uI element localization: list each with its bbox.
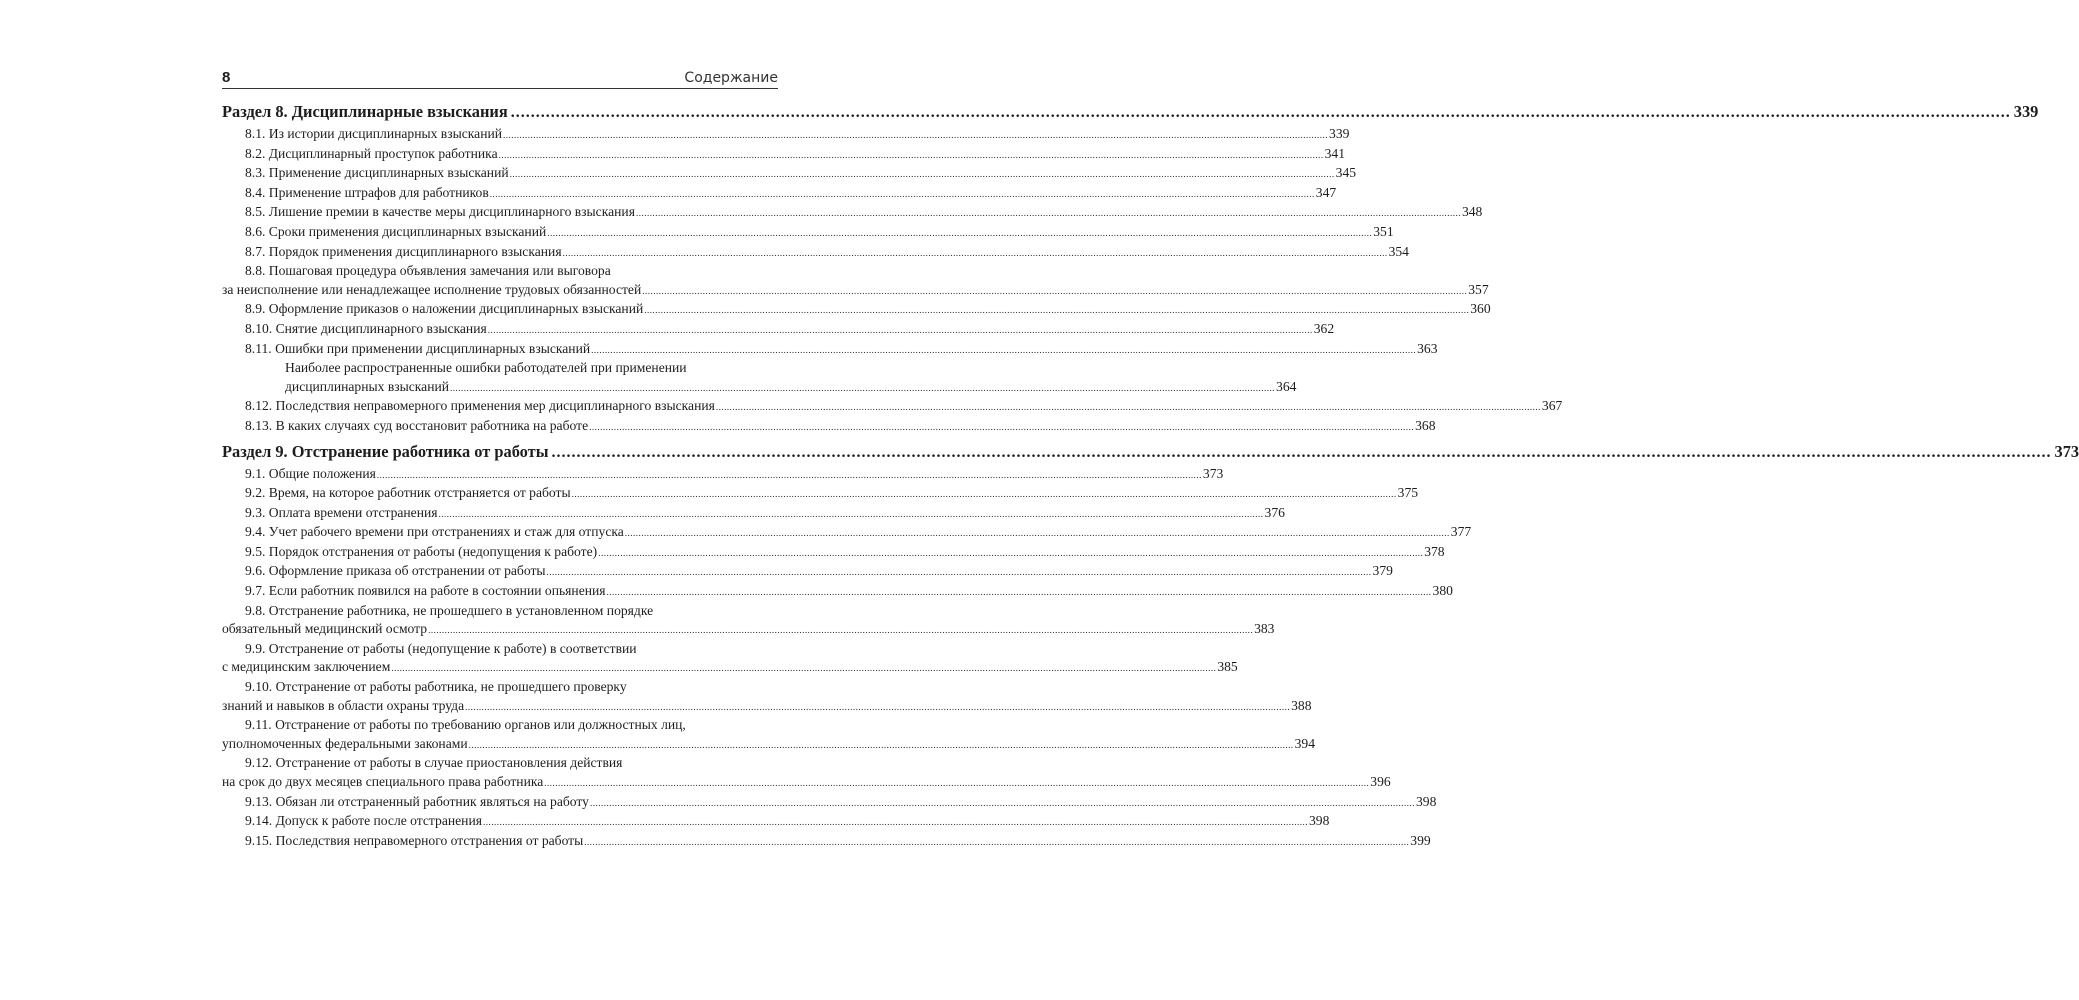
entry-leader-line <box>245 465 1224 485</box>
dot-leader: ............................................................................................................................................................................................................................................................................................................ <box>546 567 1372 578</box>
dot-leader: ............................................................................................................................................................................................................................................................................................................ <box>509 169 1335 180</box>
entry-leader-line <box>245 812 1330 832</box>
section-title: Раздел 9. Отстранение работника от работы <box>222 441 549 461</box>
entry-page: 378 <box>1424 543 1445 559</box>
dot-leader: ............................................................................................................................................................................................................................................................................................................ <box>589 797 1415 808</box>
dot-leader: ............................................................................................................................................................................................................................................................................................................ <box>498 149 1324 160</box>
entry-leader-line <box>245 125 1350 145</box>
dot-leader: ............................................................................................................................................................................................................................................................................................................ <box>584 836 1410 847</box>
dot-leader: ............................................................................................................................................................................................................................................................................................................ <box>562 247 1388 258</box>
toc-entry[interactable] <box>222 359 1297 397</box>
entry-title: 9.14. Допуск к работе после отстранения <box>245 813 482 829</box>
entry-page: 399 <box>1410 832 1431 848</box>
entry-title-line: 9.10. Отстранение от работы работника, не прошедшего проверку <box>245 679 627 695</box>
entry-page: 339 <box>1329 126 1350 141</box>
dot-leader: ............................................................................................................................................................................................................................................................................................................ <box>544 778 1370 788</box>
toc-entry[interactable] <box>222 716 1316 754</box>
entry-page: 348 <box>1461 204 1483 220</box>
entry-page: 351 <box>1373 223 1394 239</box>
dot-leader: ............................................................................................................................................................................................................................................................................................................ <box>376 469 1202 480</box>
toc-entry[interactable] <box>222 582 1453 602</box>
entry-page: 394 <box>1294 735 1316 751</box>
entry-title: 8.7. Порядок применения дисциплинарного взыскания <box>245 243 562 259</box>
toc-entry[interactable] <box>222 243 1409 263</box>
toc-entry[interactable] <box>222 793 1437 813</box>
dot-leader: ............................................................................................................................................................................................................................................................................................................ <box>624 528 1450 539</box>
dot-leader: ............................................................................................................................................................................................................................................................................................................ <box>589 421 1415 432</box>
running-title: Содержание <box>684 70 778 86</box>
entry-page: 385 <box>1217 659 1238 675</box>
entry-title: 8.13. В каких случаях суд восстановит работника на работе <box>245 417 589 433</box>
entry-leader-line <box>245 793 1437 813</box>
dot-leader: ............................................................................................................................................................................................................................................................................................................ <box>606 587 1432 598</box>
entry-page: 341 <box>1324 145 1345 161</box>
toc-entry[interactable] <box>222 262 1489 300</box>
entry-page: 383 <box>1254 621 1275 637</box>
entry-title: 8.3. Применение дисциплинарных взысканий <box>245 165 509 181</box>
entry-page: 377 <box>1450 524 1472 540</box>
toc-entry[interactable] <box>222 340 1438 360</box>
dot-leader: ............................................................................................................................................................................................................................................................................................................ <box>428 625 1254 636</box>
toc-entry[interactable] <box>222 812 1330 832</box>
dot-leader: ............................................................................................................................................................................................................................................................................................................ <box>644 305 1470 316</box>
toc-entry[interactable] <box>222 465 1224 485</box>
entry-leader-line <box>222 620 1275 640</box>
toc-entry[interactable] <box>222 417 1436 437</box>
entry-title-line: 9.11. Отстранение от работы по требованию органов или должностных лиц, <box>245 717 686 733</box>
entry-title: 9.4. Учет рабочего времени при отстранениях и стаж для отпуска <box>245 524 624 540</box>
entry-page: 354 <box>1388 243 1409 259</box>
dot-leader: ............................................................................................................................................................................................................................................................................................................ <box>487 324 1313 335</box>
entry-title: на срок до двух месяцев специального права работника <box>222 774 544 789</box>
section-heading[interactable] <box>222 101 2039 123</box>
entry-title: 8.4. Применение штрафов для работников <box>245 184 489 200</box>
entry-title: 9.1. Общие положения <box>245 465 376 481</box>
entry-title: 8.1. Из истории дисциплинарных взысканий <box>245 126 503 141</box>
entry-title: знаний и навыков в области охраны труда <box>222 697 465 713</box>
entry-leader-line <box>245 184 1337 204</box>
toc-entry[interactable] <box>222 145 1345 165</box>
entry-title-line: Наиболее распространенные ошибки работодателей при применении <box>285 360 687 376</box>
dot-leader: ............................................................................................................................................................................................................................................................................................................ <box>450 382 1276 393</box>
dot-leader: ............................................................................................................................................................................................................................................................................................................ <box>715 402 1541 413</box>
toc-entry[interactable] <box>222 562 1393 582</box>
entry-page: 360 <box>1470 301 1491 317</box>
toc-entry[interactable] <box>222 125 1350 145</box>
dot-leader: ............................................................................................................................................................................................................................................................................................................ <box>482 817 1308 828</box>
toc-entry[interactable] <box>222 300 1491 320</box>
entry-page: 373 <box>1202 465 1224 481</box>
table-of-contents <box>222 101 2079 851</box>
entry-title: с медицинским заключением <box>222 659 391 675</box>
entry-title: 9.7. Если работник появился на работе в состоянии опьянения <box>245 583 606 599</box>
dot-leader: ............................................................................................................................................................................................................................................................................................................ <box>438 508 1264 519</box>
entry-page: 379 <box>1372 563 1393 579</box>
entry-title: 8.12. Последствия неправомерного применения мер дисциплинарного взыскания <box>245 398 715 414</box>
toc-entry[interactable] <box>222 203 1483 223</box>
entry-leader-line <box>245 484 1419 504</box>
entry-page: 357 <box>1468 281 1489 297</box>
entry-page: 362 <box>1313 320 1335 336</box>
entry-leader-line <box>245 164 1357 184</box>
entry-page: 375 <box>1397 485 1419 501</box>
toc-entry[interactable] <box>222 164 1357 184</box>
entry-title: 9.13. Обязан ли отстраненный работник являться на работу <box>245 793 589 809</box>
toc-entry[interactable] <box>222 678 1312 716</box>
entry-title: 8.6. Сроки применения дисциплинарных взысканий <box>245 223 547 239</box>
entry-page: 347 <box>1315 184 1337 200</box>
entry-leader-line <box>245 504 1285 524</box>
dot-leader: ............................................................................................................................................................................................................................................................................................................ <box>489 188 1315 199</box>
dot-leader: ............................................................................................................................................................................................................................................................................................................ <box>503 130 1329 140</box>
section-page: 373 <box>2054 441 2079 461</box>
entry-leader-line <box>222 773 1391 793</box>
book-page <box>222 62 2079 851</box>
toc-entry[interactable] <box>222 184 1337 204</box>
toc-entry[interactable] <box>222 523 1472 543</box>
entry-leader-line <box>245 243 1409 263</box>
toc-entry[interactable] <box>222 504 1285 524</box>
entry-page: 363 <box>1417 340 1438 356</box>
entry-leader-line <box>222 281 1489 301</box>
entry-page: 367 <box>1541 398 1563 414</box>
toc-section <box>222 441 2079 852</box>
toc-section <box>222 101 2039 437</box>
entry-leader-line <box>245 145 1345 165</box>
entry-leader-line <box>222 658 1238 678</box>
entry-page: 376 <box>1264 504 1285 520</box>
toc-entry[interactable] <box>222 602 1275 640</box>
section-heading[interactable] <box>222 441 2079 463</box>
entry-page: 398 <box>1308 813 1330 829</box>
entry-leader-line <box>245 300 1491 320</box>
dot-leader: ............................................................................................................................................................................................................................................................................................................ <box>571 489 1397 500</box>
entry-title: 8.9. Оформление приказов о наложении дисциплинарных взысканий <box>245 301 644 317</box>
dot-leader: ............................................................................................................................................................................................................................................................................................................ <box>551 443 2052 461</box>
entry-title-line: 9.9. Отстранение от работы (недопущение к работе) в соответствии <box>245 640 637 656</box>
entry-title: 8.2. Дисциплинарный проступок работника <box>245 145 498 161</box>
entry-title: за неисполнение или ненадлежащее исполнение трудовых обязанностей <box>222 281 642 297</box>
toc-entry[interactable] <box>222 223 1394 243</box>
entry-page: 388 <box>1291 697 1312 713</box>
toc-entry[interactable] <box>222 397 1563 417</box>
entry-title: 8.10. Снятие дисциплинарного взыскания <box>245 320 487 336</box>
dot-leader: ............................................................................................................................................................................................................................................................................................................ <box>642 285 1468 296</box>
entry-leader-line <box>245 417 1436 437</box>
dot-leader: ............................................................................................................................................................................................................................................................................................................ <box>635 208 1461 219</box>
entry-title: обязательный медицинский осмотр <box>222 621 428 637</box>
entry-title: 9.3. Оплата времени отстранения <box>245 504 438 520</box>
dot-leader: ............................................................................................................................................................................................................................................................................................................ <box>510 104 2011 121</box>
entry-leader-line <box>245 543 1445 563</box>
entry-leader-line <box>222 735 1316 755</box>
entry-leader-line <box>245 223 1394 243</box>
toc-entry[interactable] <box>222 754 1391 792</box>
entry-leader-line <box>245 582 1453 602</box>
toc-entry[interactable] <box>222 484 1419 504</box>
entry-leader-line <box>245 832 1431 852</box>
entry-title: 8.5. Лишение премии в качестве меры дисциплинарного взыскания <box>245 204 635 220</box>
page-number: 8 <box>222 69 231 86</box>
dot-leader: ............................................................................................................................................................................................................................................................................................................ <box>591 344 1417 355</box>
toc-entry[interactable] <box>222 543 1445 563</box>
entry-page: 345 <box>1335 165 1357 181</box>
dot-leader: ............................................................................................................................................................................................................................................................................................................ <box>547 227 1373 238</box>
entry-title: уполномоченных федеральными законами <box>222 735 468 751</box>
entry-leader-line <box>245 562 1393 582</box>
toc-entry[interactable] <box>222 320 1335 340</box>
entry-page: 396 <box>1370 774 1391 789</box>
entry-page: 368 <box>1415 417 1436 433</box>
entry-leader-line <box>285 378 1297 398</box>
toc-entry[interactable] <box>222 832 1431 852</box>
entry-title: дисциплинарных взысканий <box>285 378 450 394</box>
entry-leader-line <box>245 340 1438 360</box>
entry-title: 9.15. Последствия неправомерного отстранения от работы <box>245 832 584 848</box>
entry-leader-line <box>245 203 1483 223</box>
entry-title: 9.6. Оформление приказа об отстранении от работы <box>245 563 546 579</box>
dot-leader: ............................................................................................................................................................................................................................................................................................................ <box>391 663 1217 674</box>
toc-entry[interactable] <box>222 640 1238 678</box>
dot-leader: ............................................................................................................................................................................................................................................................................................................ <box>465 701 1291 712</box>
entry-title: 9.2. Время, на которое работник отстраняется от работы <box>245 485 571 501</box>
entry-page: 364 <box>1276 378 1297 394</box>
entry-title: 9.5. Порядок отстранения от работы (недопущения к работе) <box>245 543 598 559</box>
entry-title-line: 9.8. Отстранение работника, не прошедшего в установленном порядке <box>245 602 654 618</box>
entry-leader-line <box>222 697 1312 717</box>
entry-title-line: 9.12. Отстранение от работы в случае приостановления действия <box>245 755 623 771</box>
dot-leader: ............................................................................................................................................................................................................................................................................................................ <box>468 739 1294 750</box>
section-title: Раздел 8. Дисциплинарные взыскания <box>222 102 508 121</box>
entry-title: 8.11. Ошибки при применении дисциплинарных взысканий <box>245 340 591 356</box>
entry-page: 380 <box>1432 583 1453 599</box>
section-page: 339 <box>2013 102 2039 121</box>
entry-title-line: 8.8. Пошаговая процедура объявления замечания или выговора <box>245 263 611 279</box>
dot-leader: ............................................................................................................................................................................................................................................................................................................ <box>598 547 1424 558</box>
entry-page: 398 <box>1415 793 1437 809</box>
entry-leader-line <box>245 397 1563 417</box>
entry-leader-line <box>245 523 1472 543</box>
page-header <box>222 62 778 89</box>
entry-leader-line <box>245 320 1335 340</box>
